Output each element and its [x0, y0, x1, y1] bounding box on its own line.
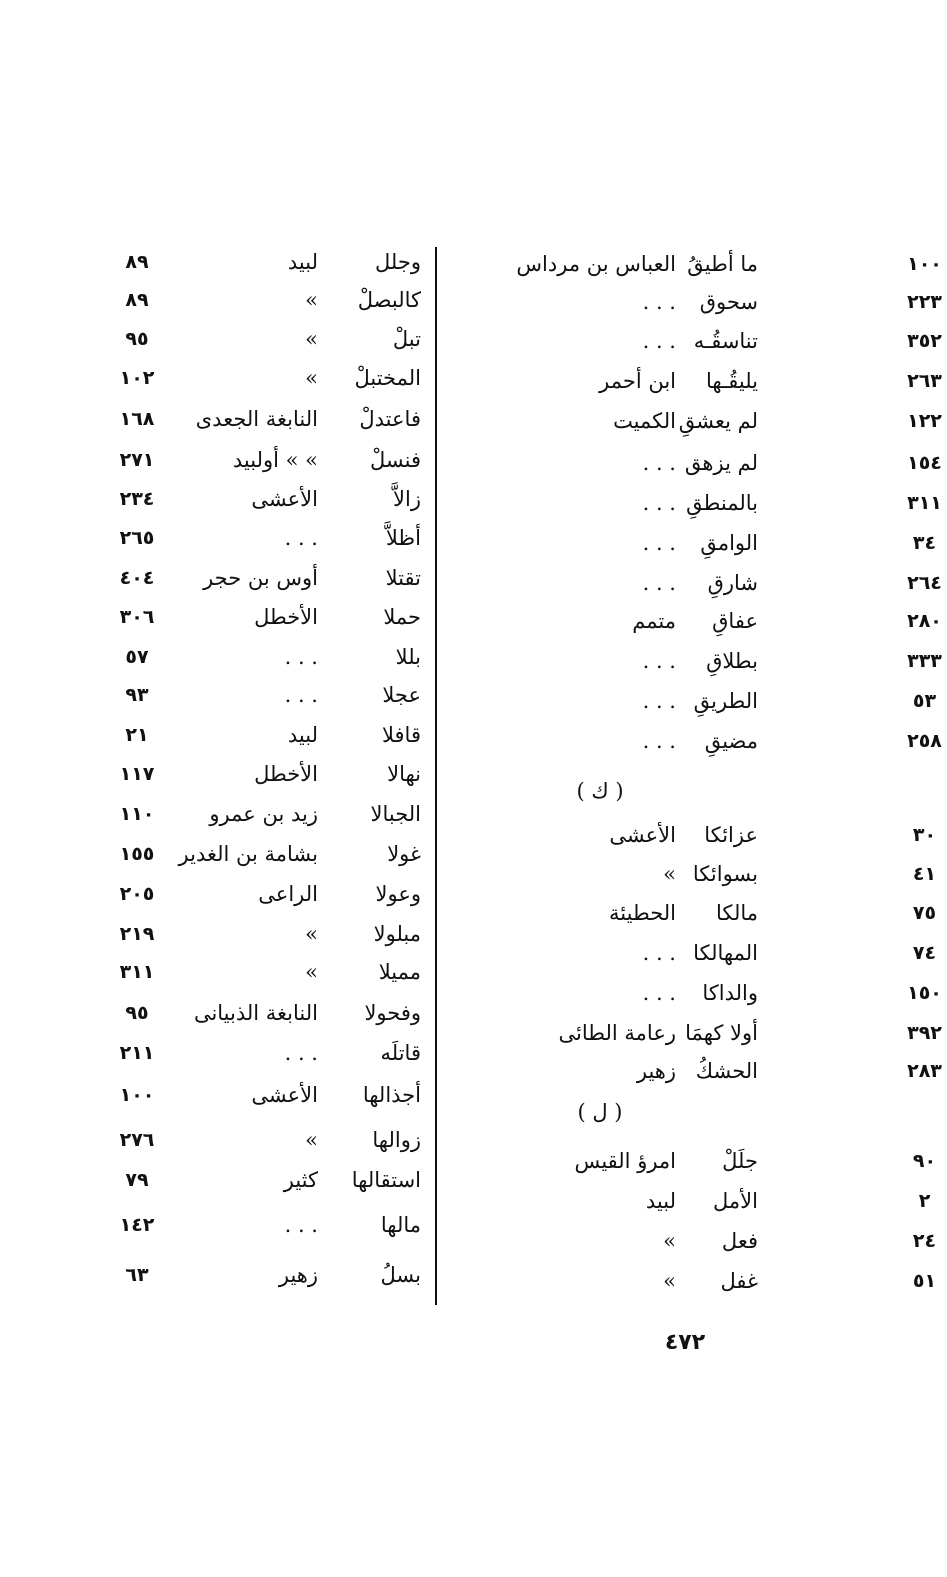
page-number: ١٦٨	[119, 408, 155, 430]
rhyme-word: الجبالا	[370, 802, 421, 826]
page-number: ٢٧١	[119, 449, 155, 471]
rhyme-word: بسوائكا	[692, 862, 758, 886]
poet-name: . . .	[284, 526, 318, 550]
poet-name: زهير	[636, 1059, 676, 1083]
index-entry	[0, 877, 886, 911]
page-number: ٩٣	[125, 684, 149, 706]
index-entry	[0, 283, 886, 317]
rhyme-word: بالمنطقِ	[686, 491, 758, 515]
page-number: ١١٧	[119, 763, 155, 785]
page-number: ١٥٠	[907, 982, 942, 1004]
page-number: ٢٨٠	[907, 610, 942, 632]
page-number: ٨٩	[125, 289, 149, 311]
index-entry	[0, 482, 886, 516]
rhyme-word: والداكا	[702, 981, 758, 1005]
poet-name: زيد بن عمرو	[209, 802, 318, 826]
poet-name: النابغة الذبيانى	[193, 1001, 318, 1025]
page-number: ١٤٢	[119, 1214, 155, 1236]
index-entry	[0, 678, 886, 712]
poet-name: . . .	[642, 649, 676, 673]
rhyme-word: فنسلْ	[369, 448, 421, 472]
index-entry	[0, 521, 886, 555]
index-entry	[0, 600, 886, 634]
rhyme-word: الطريقِ	[693, 689, 758, 713]
poet-name: بشامة بن الغدير	[178, 842, 318, 866]
index-entry	[0, 917, 886, 951]
rhyme-word: عفاقِ	[712, 609, 758, 633]
rhyme-word: كالبصلْ	[357, 288, 421, 312]
poet-name: »	[305, 366, 318, 390]
page-number: ١١٠	[119, 803, 155, 825]
rhyme-word: سحوق	[699, 290, 758, 314]
rhyme-word: تناسقُـه	[693, 329, 758, 353]
index-entry	[0, 837, 886, 871]
poet-name: متمم	[632, 609, 676, 633]
poet-name: . . .	[642, 571, 676, 595]
rhyme-word: ما أطيقُ	[687, 252, 758, 276]
poet-name: الأعشى	[251, 487, 318, 511]
poet-name: . . .	[284, 1213, 318, 1237]
page-number: ٥١	[912, 1270, 937, 1292]
page-number: ٨٩	[125, 251, 149, 273]
rhyme-word: زالاَّ	[393, 487, 421, 511]
rhyme-word: حملا	[383, 605, 421, 629]
poet-name: الأخطل	[254, 762, 318, 786]
page-number: ١٠٢	[119, 367, 155, 389]
poet-name: »	[663, 1229, 676, 1253]
index-entry	[0, 1258, 886, 1292]
rhyme-word: وجلل	[375, 250, 421, 274]
poet-name: العباس بن مرداس	[516, 252, 676, 276]
index-entry	[0, 322, 886, 356]
poet-name: » » أولبيد	[232, 448, 318, 472]
page-number: ٢٧٦	[119, 1129, 155, 1151]
poet-name: . . .	[284, 645, 318, 669]
page-number: ١٥٤	[907, 452, 942, 474]
rhyme-word: يليقُـها	[706, 369, 758, 393]
poet-name: . . .	[642, 531, 676, 555]
poet-name: الأخطل	[254, 605, 318, 629]
page-number: ٢	[918, 1190, 931, 1212]
section-heading-lam: ( ل )	[577, 1100, 623, 1124]
rhyme-word: زوالها	[372, 1128, 421, 1152]
poet-name: »	[305, 1128, 318, 1152]
page-number: ٢٦٣	[907, 370, 942, 392]
poet-name: ابن أحمر	[599, 369, 676, 393]
poet-name: الحطيئة	[609, 901, 676, 925]
page-number: ١٥٥	[119, 843, 155, 865]
poet-name: »	[663, 1269, 676, 1293]
index-entry	[0, 797, 886, 831]
index-entry	[0, 996, 886, 1030]
poet-name: الأعشى	[251, 1083, 318, 1107]
rhyme-word: الأمل	[713, 1189, 758, 1213]
page-number: ٩٠	[912, 1150, 937, 1172]
poet-name: لبيد	[287, 723, 318, 747]
page-number: ٢٥٨	[907, 730, 942, 752]
rhyme-word: مضيقِ	[704, 729, 758, 753]
page-folio-number: ٤٧٢	[664, 1330, 706, 1355]
rhyme-word: لم يزهق	[684, 451, 758, 475]
page-number: ٣٥٢	[907, 330, 942, 352]
poet-name: . . .	[284, 683, 318, 707]
poet-name: كثير	[283, 1168, 318, 1192]
index-entry	[0, 361, 886, 395]
rhyme-word: فاعتدلْ	[359, 407, 421, 431]
rhyme-word: بسلُ	[380, 1263, 421, 1287]
index-entry	[0, 1163, 886, 1197]
index-entry	[0, 1208, 886, 1242]
index-entry	[0, 955, 886, 989]
poet-name: النابغة الجعدى	[195, 407, 318, 431]
page-number: ٢٠٥	[119, 883, 155, 905]
index-entry	[0, 640, 886, 674]
index-entry	[0, 1123, 886, 1157]
page-number: ٣١١	[119, 961, 155, 983]
poet-name: »	[305, 960, 318, 984]
rhyme-word: وعولا	[375, 882, 421, 906]
rhyme-word: جلَلْ	[722, 1149, 758, 1173]
rhyme-word: فعل	[721, 1229, 758, 1253]
poet-name: »	[305, 327, 318, 351]
rhyme-word: عجلا	[382, 683, 421, 707]
rhyme-word: مميلا	[378, 960, 421, 984]
poet-name: أوس بن حجر	[203, 566, 318, 590]
page-number: ٦٣	[125, 1264, 149, 1286]
page-number: ٢١	[125, 724, 149, 746]
page-number: ٣١١	[907, 492, 942, 514]
rhyme-word: قاتلَه	[380, 1041, 421, 1065]
rhyme-word: بللا	[395, 645, 421, 669]
rhyme-word: تبلْ	[392, 327, 421, 351]
rhyme-word: لم يعشقِ	[678, 409, 758, 433]
page-number: ٣٠٦	[119, 606, 155, 628]
index-entry	[0, 757, 886, 791]
rhyme-word: غولا	[387, 842, 421, 866]
poet-name: »	[663, 862, 676, 886]
poet-name: . . .	[284, 1041, 318, 1065]
poet-name: الكميت	[613, 409, 676, 433]
index-entry	[0, 1078, 886, 1112]
page-number: ٧٤	[912, 942, 937, 964]
rhyme-word: وفحولا	[364, 1001, 421, 1025]
poet-name: زهير	[278, 1263, 318, 1287]
page-number: ٩٥	[125, 328, 149, 350]
page-number: ٧٥	[912, 902, 937, 924]
rhyme-word: قافلا	[381, 723, 421, 747]
rhyme-word: الوامقِ	[700, 531, 758, 555]
poet-name: . . .	[642, 491, 676, 515]
rhyme-word: استقالها	[351, 1168, 421, 1192]
rhyme-word: المهالكا	[693, 941, 758, 965]
page-number: ٤١	[912, 863, 937, 885]
page-number: ١٠٠	[907, 253, 942, 275]
page-number: ٣٤	[912, 532, 937, 554]
section-heading-kaf: ( ك )	[576, 779, 624, 803]
page-number: ٧٩	[125, 1169, 149, 1191]
poet-name: . . .	[642, 290, 676, 314]
poet-name: رعامة الطائى	[558, 1021, 676, 1045]
rhyme-word: أجذالها	[362, 1083, 421, 1107]
rhyme-word: بطلاقِ	[706, 649, 758, 673]
page-number: ٤٠٤	[119, 567, 155, 589]
rhyme-word: أظلاَّ	[385, 526, 421, 550]
rhyme-word: مالكا	[715, 901, 758, 925]
page-number: ٢٤	[912, 1230, 937, 1252]
index-entry	[0, 443, 886, 477]
rhyme-word: الحشكُ	[695, 1059, 758, 1083]
poet-name: . . .	[642, 729, 676, 753]
rhyme-word: تقتلا	[385, 566, 421, 590]
rhyme-word: غفل	[720, 1269, 758, 1293]
page-number: ٢١٩	[119, 923, 155, 945]
poet-name: . . .	[642, 329, 676, 353]
poet-name: . . .	[642, 981, 676, 1005]
poet-name: لبيد	[645, 1189, 676, 1213]
poet-name: . . .	[642, 941, 676, 965]
poet-name: »	[305, 922, 318, 946]
poet-name: لبيد	[287, 250, 318, 274]
page-number: ٣٣٣	[907, 650, 942, 672]
page-number: ٥٧	[125, 646, 149, 668]
page-number: ٩٥	[125, 1002, 149, 1024]
rhyme-word: أولا كهمَا	[685, 1021, 758, 1045]
rhyme-word: المختبلْ	[354, 366, 421, 390]
page-number: ٢٦٥	[119, 527, 155, 549]
page-number: ٣٩٢	[907, 1022, 942, 1044]
index-entry	[0, 402, 886, 436]
page-number: ٢٦٤	[907, 572, 942, 594]
page-number: ٢١١	[119, 1042, 155, 1064]
rhyme-word: شارقِ	[707, 571, 758, 595]
page-number: ٢٢٣	[907, 291, 942, 313]
page-number: ١٢٢	[907, 410, 942, 432]
rhyme-word: مالها	[380, 1213, 421, 1237]
page-number: ٢٣٤	[119, 488, 155, 510]
index-entry	[0, 718, 886, 752]
page-number: ٥٣	[912, 690, 937, 712]
poet-name: »	[305, 288, 318, 312]
rhyme-word: نهالا	[387, 762, 421, 786]
page-number: ١٠٠	[119, 1084, 155, 1106]
index-entry	[0, 1036, 886, 1070]
poet-name: الراعى	[258, 882, 318, 906]
poet-name: الأعشى	[609, 823, 676, 847]
rhyme-word: مبلولا	[373, 922, 421, 946]
rhyme-word: عزائكا	[704, 823, 758, 847]
index-entry	[0, 245, 886, 279]
page-number: ٢٨٣	[907, 1060, 942, 1082]
poet-name: . . .	[642, 451, 676, 475]
page-number: ٣٠	[912, 824, 937, 846]
poet-name: . . .	[642, 689, 676, 713]
index-entry	[0, 561, 886, 595]
poet-name: امرؤ القيس	[574, 1149, 676, 1173]
